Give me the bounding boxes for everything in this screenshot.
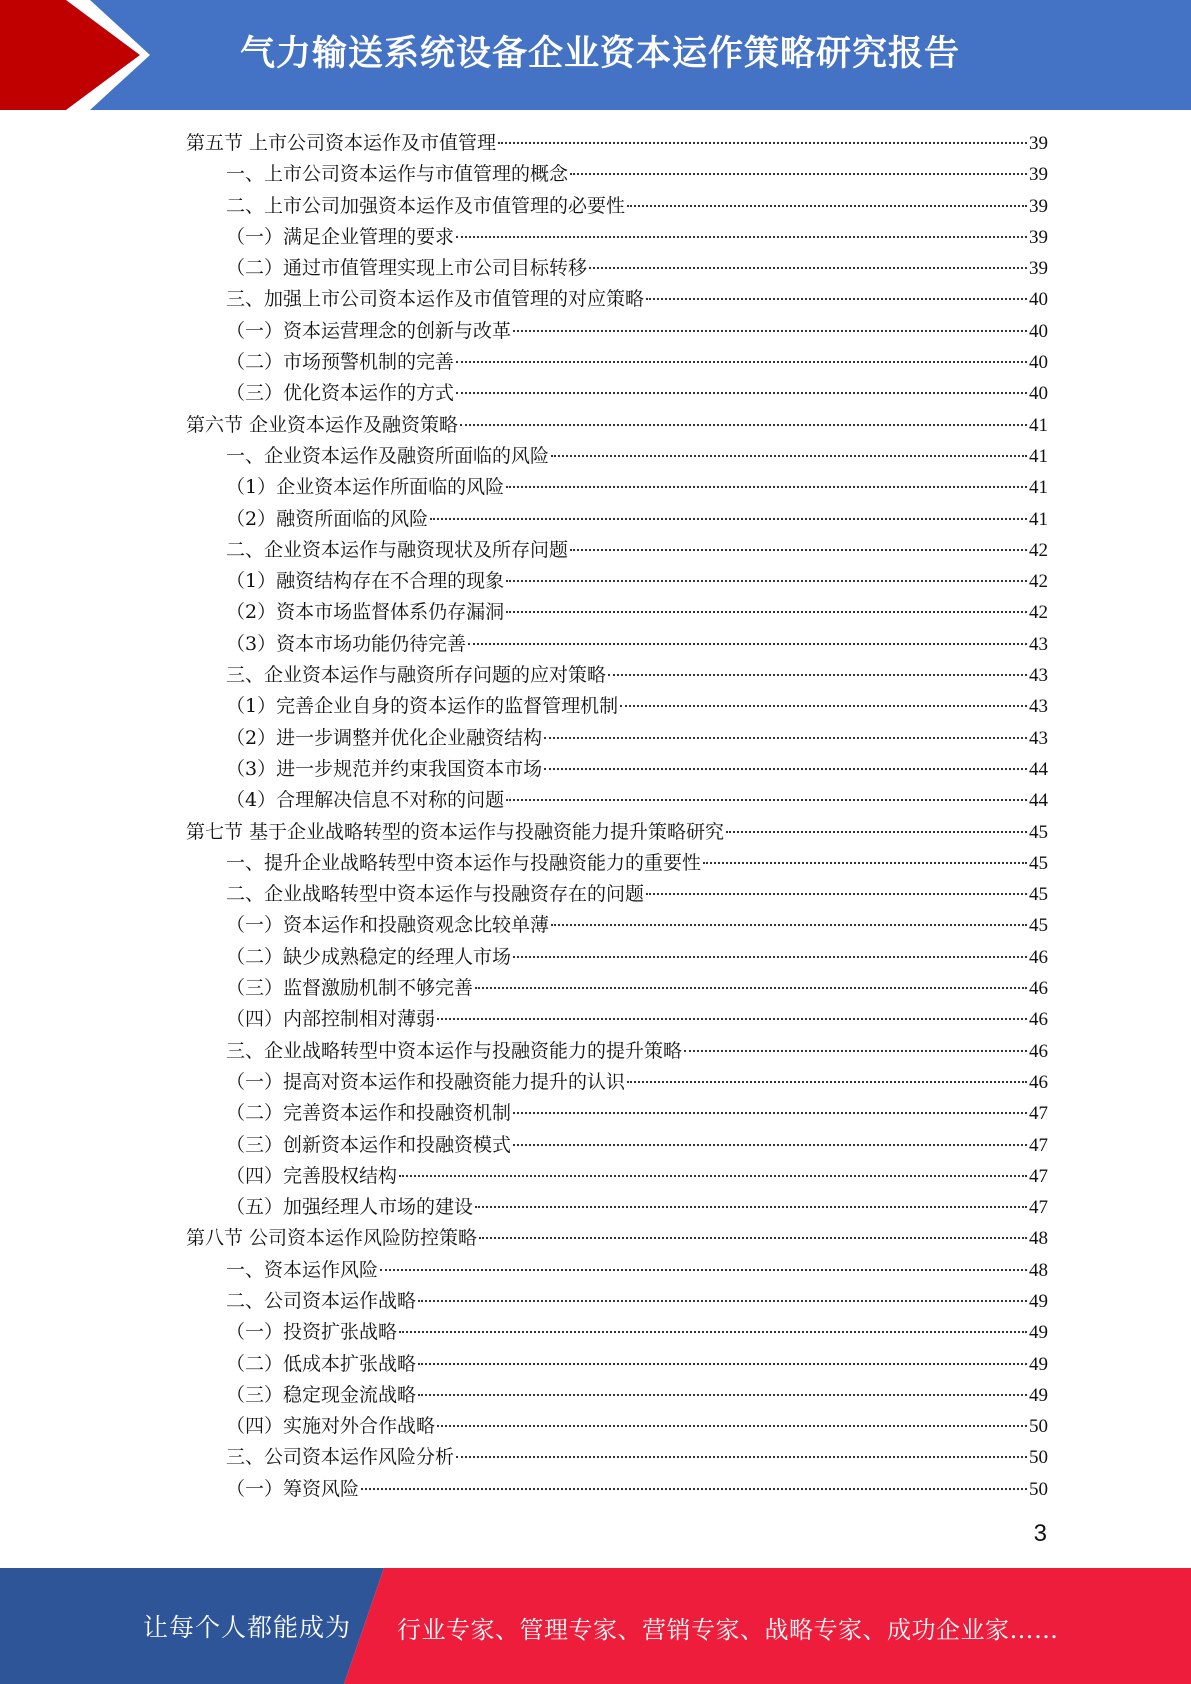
toc-entry[interactable] [186, 1036, 1048, 1067]
toc-entry-title: （2）进一步调整并优化企业融资结构 [226, 726, 543, 749]
toc-dot-leader [506, 799, 1027, 801]
toc-entry-page: 46 [1029, 946, 1048, 968]
toc-entry[interactable] [186, 441, 1048, 472]
toc-dot-leader [620, 705, 1027, 707]
toc-dot-leader [544, 737, 1027, 739]
toc-entry[interactable] [186, 410, 1048, 441]
toc-entry-page: 44 [1029, 758, 1048, 780]
toc-entry-page: 47 [1029, 1165, 1048, 1187]
toc-entry[interactable] [186, 316, 1048, 347]
toc-entry-title: （四）完善股权结构 [226, 1164, 398, 1187]
toc-entry-title: 三、公司资本运作风险分析 [226, 1446, 455, 1469]
toc-entry[interactable] [186, 504, 1048, 535]
toc-dot-leader [646, 893, 1027, 895]
toc-dot-leader [570, 173, 1027, 175]
toc-dot-leader [513, 1144, 1027, 1146]
toc-dot-leader [551, 455, 1027, 457]
toc-entry-page: 50 [1029, 1416, 1048, 1438]
toc-entry[interactable] [186, 222, 1048, 253]
toc-entry-title: （3）资本市场功能仍待完善 [226, 632, 467, 655]
toc-entry-page: 39 [1029, 133, 1048, 154]
toc-entry[interactable] [186, 723, 1048, 754]
toc-entry-page: 45 [1029, 821, 1048, 843]
toc-entry-page: 48 [1029, 1259, 1048, 1281]
toc-entry[interactable] [186, 159, 1048, 190]
toc-dot-leader [513, 956, 1027, 958]
toc-entry-title: （三）创新资本运作和投融资模式 [226, 1133, 512, 1156]
toc-dot-leader [418, 1363, 1027, 1365]
toc-dot-leader [506, 611, 1027, 613]
footer-slogan-left: 让每个人都能成为 [143, 1613, 352, 1642]
header-arrow-decoration [0, 0, 160, 110]
toc-entry-page: 50 [1029, 1478, 1048, 1500]
toc-entry[interactable] [186, 1223, 1048, 1254]
toc-entry-page: 49 [1029, 1322, 1048, 1344]
toc-entry-title: （2）资本市场监督体系仍存漏洞 [226, 601, 505, 624]
toc-entry[interactable] [186, 660, 1048, 691]
toc-entry-title: （1）企业资本运作所面临的风险 [226, 476, 505, 499]
toc-entry-page: 41 [1029, 445, 1048, 467]
toc-entry-page: 42 [1029, 571, 1048, 593]
toc-dot-leader [456, 361, 1027, 363]
toc-entry-title: （二）缺少成熟稳定的经理人市场 [226, 945, 512, 968]
toc-entry-title: （二）完善资本运作和投融资机制 [226, 1102, 512, 1125]
toc-entry-page: 40 [1029, 289, 1048, 311]
toc-dot-leader [380, 1269, 1027, 1271]
table-of-contents [186, 128, 1048, 1505]
toc-entry-page: 40 [1029, 352, 1048, 374]
toc-entry[interactable] [186, 817, 1048, 848]
toc-entry-title: 第五节 上市公司资本运作及市值管理 [186, 132, 497, 154]
toc-entry[interactable] [186, 754, 1048, 785]
toc-entry-title: （一）提高对资本运作和投融资能力提升的认识 [226, 1070, 626, 1093]
toc-entry-title: 二、企业战略转型中资本运作与投融资存在的问题 [226, 883, 645, 906]
toc-entry-title: （2）融资所面临的风险 [226, 507, 429, 530]
toc-entry[interactable] [186, 1349, 1048, 1380]
toc-dot-leader [475, 1206, 1027, 1208]
toc-entry-page: 43 [1029, 633, 1048, 655]
toc-dot-leader [589, 267, 1027, 269]
toc-entry-title: （四）实施对外合作战略 [226, 1415, 436, 1438]
toc-dot-leader [551, 924, 1027, 926]
toc-entry[interactable] [186, 1442, 1048, 1473]
toc-entry[interactable] [186, 284, 1048, 315]
toc-dot-leader [570, 549, 1027, 551]
toc-entry-title: （五）加强经理人市场的建设 [226, 1196, 474, 1219]
toc-dot-leader [460, 424, 1027, 426]
toc-entry-page: 47 [1029, 1197, 1048, 1219]
toc-entry-title: （一）资本运作和投融资观念比较单薄 [226, 914, 550, 937]
toc-entry-page: 42 [1029, 602, 1048, 624]
toc-entry-title: 第六节 企业资本运作及融资策略 [186, 413, 459, 436]
toc-entry[interactable] [186, 910, 1048, 941]
toc-entry-page: 40 [1029, 383, 1048, 405]
toc-entry[interactable] [186, 942, 1048, 973]
toc-entry-page: 43 [1029, 696, 1048, 718]
toc-dot-leader [456, 236, 1027, 238]
toc-entry[interactable] [186, 472, 1048, 503]
toc-entry-page: 41 [1029, 508, 1048, 530]
toc-entry-title: 第七节 基于企业战略转型的资本运作与投融资能力提升策略研究 [186, 820, 725, 843]
toc-entry[interactable] [186, 1130, 1048, 1161]
toc-entry[interactable] [186, 191, 1048, 222]
toc-dot-leader [475, 987, 1027, 989]
toc-entry-title: 第八节 公司资本运作风险防控策略 [186, 1227, 478, 1250]
page-number: 3 [1033, 1520, 1047, 1547]
toc-dot-leader [608, 674, 1027, 676]
footer-banner [0, 1568, 1191, 1684]
toc-entry[interactable] [186, 128, 1048, 159]
toc-dot-leader [498, 142, 1027, 144]
toc-entry-title: （二）低成本扩张战略 [226, 1352, 417, 1375]
toc-entry-title: （二）市场预警机制的完善 [226, 351, 455, 374]
toc-entry-page: 49 [1029, 1353, 1048, 1375]
toc-entry[interactable] [186, 1317, 1048, 1348]
toc-entry-page: 40 [1029, 320, 1048, 342]
toc-dot-leader [703, 862, 1027, 864]
toc-entry-title: 三、企业资本运作与融资所存问题的应对策略 [226, 664, 607, 687]
toc-entry-title: （三）稳定现金流战略 [226, 1383, 417, 1406]
toc-dot-leader [418, 1394, 1027, 1396]
toc-entry-title: 三、加强上市公司资本运作及市值管理的对应策略 [226, 288, 645, 311]
toc-dot-leader [430, 518, 1027, 520]
toc-dot-leader [456, 1456, 1027, 1458]
toc-entry-title: （3）进一步规范并约束我国资本市场 [226, 757, 543, 780]
footer-slogan-right: 行业专家、管理专家、营销专家、战略专家、成功企业家…… [397, 1616, 1059, 1644]
toc-entry[interactable] [186, 1286, 1048, 1317]
toc-entry-page: 49 [1029, 1384, 1048, 1406]
toc-entry-title: （一）满足企业管理的要求 [226, 225, 455, 248]
toc-entry-page: 49 [1029, 1290, 1048, 1312]
toc-entry-title: 一、提升企业战略转型中资本运作与投融资能力的重要性 [226, 851, 702, 874]
toc-entry-title: （三）监督激励机制不够完善 [226, 977, 474, 1000]
toc-entry-page: 39 [1029, 195, 1048, 217]
toc-entry-title: （三）优化资本运作的方式 [226, 382, 455, 405]
toc-dot-leader [646, 298, 1027, 300]
toc-entry[interactable] [186, 1098, 1048, 1129]
toc-entry-title: 二、公司资本运作战略 [226, 1289, 417, 1312]
toc-dot-leader [418, 1300, 1027, 1302]
toc-dot-leader [437, 1018, 1027, 1020]
toc-entry[interactable] [186, 691, 1048, 722]
toc-dot-leader [506, 486, 1027, 488]
toc-entry-title: 三、企业战略转型中资本运作与投融资能力的提升策略 [226, 1039, 683, 1062]
toc-dot-leader [544, 768, 1027, 770]
toc-entry-page: 46 [1029, 978, 1048, 1000]
toc-entry-page: 45 [1029, 915, 1048, 937]
toc-dot-leader [479, 1237, 1027, 1239]
toc-entry[interactable] [186, 347, 1048, 378]
toc-entry[interactable] [186, 1411, 1048, 1442]
toc-dot-leader [506, 580, 1027, 582]
toc-dot-leader [468, 643, 1027, 645]
toc-entry-page: 46 [1029, 1009, 1048, 1031]
toc-dot-leader [513, 330, 1027, 332]
toc-dot-leader [726, 831, 1027, 833]
toc-entry[interactable] [186, 785, 1048, 816]
toc-entry-title: （4）合理解决信息不对称的问题 [226, 789, 505, 812]
toc-entry[interactable] [186, 566, 1048, 597]
toc-entry[interactable] [186, 1192, 1048, 1223]
toc-entry-title: （一）投资扩张战略 [226, 1321, 398, 1344]
toc-entry[interactable] [186, 253, 1048, 284]
toc-entry-title: （二）通过市值管理实现上市公司目标转移 [226, 257, 588, 280]
toc-entry-page: 47 [1029, 1134, 1048, 1156]
toc-entry[interactable] [186, 1004, 1048, 1035]
toc-entry-title: 一、资本运作风险 [226, 1258, 379, 1281]
toc-dot-leader [361, 1488, 1027, 1490]
toc-entry-title: （一）资本运营理念的创新与改革 [226, 319, 512, 342]
toc-entry[interactable] [186, 879, 1048, 910]
toc-dot-leader [437, 1425, 1027, 1427]
toc-entry-title: 二、企业资本运作与融资现状及所存问题 [226, 538, 569, 561]
toc-entry-page: 46 [1029, 1071, 1048, 1093]
toc-entry[interactable] [186, 973, 1048, 1004]
toc-entry-page: 50 [1029, 1447, 1048, 1469]
toc-entry[interactable] [186, 1380, 1048, 1411]
toc-entry-page: 41 [1029, 414, 1048, 436]
toc-entry[interactable] [186, 1474, 1048, 1505]
header-banner [0, 0, 1191, 110]
toc-dot-leader [684, 1050, 1027, 1052]
toc-entry-page: 48 [1029, 1228, 1048, 1250]
toc-entry-page: 39 [1029, 164, 1048, 186]
toc-entry[interactable] [186, 378, 1048, 409]
toc-dot-leader [627, 205, 1027, 207]
toc-entry-title: （1）融资结构存在不合理的现象 [226, 570, 505, 593]
toc-entry-page: 42 [1029, 539, 1048, 561]
toc-entry-page: 44 [1029, 790, 1048, 812]
report-title: 气力输送系统设备企业资本运作策略研究报告 [240, 34, 961, 74]
toc-entry-page: 43 [1029, 665, 1048, 687]
toc-dot-leader [627, 1081, 1027, 1083]
toc-entry[interactable] [186, 1067, 1048, 1098]
toc-entry[interactable] [186, 848, 1048, 879]
toc-dot-leader [456, 392, 1027, 394]
toc-entry-title: 一、上市公司资本运作与市值管理的概念 [226, 163, 569, 186]
toc-entry[interactable] [186, 535, 1048, 566]
toc-entry-page: 39 [1029, 258, 1048, 280]
toc-entry-title: （一）筹资风险 [226, 1477, 360, 1500]
toc-entry[interactable] [186, 1255, 1048, 1286]
toc-entry-page: 45 [1029, 884, 1048, 906]
toc-dot-leader [513, 1112, 1027, 1114]
toc-entry-page: 47 [1029, 1103, 1048, 1125]
toc-entry-title: （1）完善企业自身的资本运作的监督管理机制 [226, 695, 619, 718]
toc-entry-page: 39 [1029, 226, 1048, 248]
toc-dot-leader [399, 1331, 1027, 1333]
toc-entry-title: 一、企业资本运作及融资所面临的风险 [226, 444, 550, 467]
toc-entry-page: 41 [1029, 477, 1048, 499]
toc-entry-title: （四）内部控制相对薄弱 [226, 1008, 436, 1031]
toc-entry-page: 45 [1029, 852, 1048, 874]
toc-entry[interactable] [186, 597, 1048, 628]
toc-entry[interactable] [186, 629, 1048, 660]
toc-entry-page: 46 [1029, 1040, 1048, 1062]
toc-entry[interactable] [186, 1161, 1048, 1192]
toc-entry-page: 43 [1029, 727, 1048, 749]
toc-dot-leader [399, 1175, 1027, 1177]
toc-entry-title: 二、上市公司加强资本运作及市值管理的必要性 [226, 194, 626, 217]
